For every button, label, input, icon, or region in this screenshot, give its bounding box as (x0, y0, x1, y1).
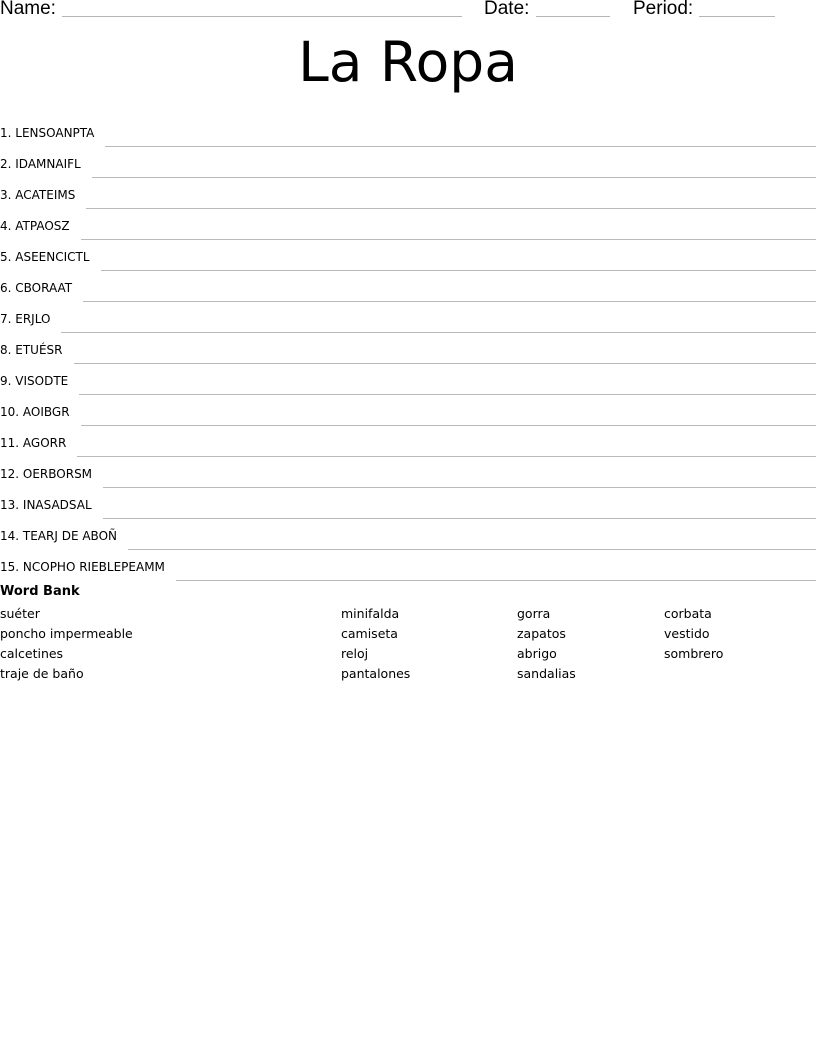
answer-line[interactable] (74, 363, 816, 364)
word-bank-title: Word Bank (0, 584, 80, 599)
answer-line[interactable] (105, 146, 816, 147)
question-label: 6. CBORAAT (0, 281, 73, 295)
question-label: 14. TEARJ DE ABOÑ (0, 529, 117, 543)
period-label: Period: (633, 0, 694, 19)
word-bank-item: sombrero (664, 646, 724, 661)
answer-line[interactable] (103, 518, 816, 519)
question-label: 11. AGORR (0, 436, 67, 450)
word-bank-item: suéter (0, 606, 40, 621)
word-bank-item: corbata (664, 606, 712, 621)
question-row (0, 326, 816, 357)
question-row (0, 388, 816, 419)
question-label: 13. INASADSAL (0, 498, 92, 512)
date-label: Date: (484, 0, 530, 19)
question-row (0, 140, 816, 171)
word-bank-column (664, 604, 723, 664)
answer-line[interactable] (103, 487, 816, 488)
word-bank-column (517, 604, 576, 684)
question-row (0, 512, 816, 543)
word-bank-item: camiseta (341, 626, 398, 641)
question-list (0, 109, 816, 574)
word-bank-column (0, 604, 133, 684)
answer-line[interactable] (83, 301, 816, 302)
word-bank-item: zapatos (517, 626, 566, 641)
word-bank-item: sandalias (517, 666, 576, 681)
question-label: 8. ETUÉSR (0, 343, 63, 357)
question-label: 5. ASEENCICTL (0, 250, 90, 264)
word-bank-item: reloj (341, 646, 369, 661)
answer-line[interactable] (86, 208, 816, 209)
question-row (0, 357, 816, 388)
question-label: 4. ATPAOSZ (0, 219, 70, 233)
answer-line[interactable] (176, 580, 816, 581)
name-label: Name: (0, 0, 56, 19)
answer-line[interactable] (81, 239, 816, 240)
answer-line[interactable] (77, 456, 816, 457)
answer-line[interactable] (128, 549, 816, 550)
question-row (0, 171, 816, 202)
question-row (0, 109, 816, 140)
question-row (0, 419, 816, 450)
word-bank-column (341, 604, 410, 684)
date-blank[interactable] (536, 16, 610, 17)
question-row (0, 295, 816, 326)
word-bank-item: abrigo (517, 646, 557, 661)
question-row (0, 264, 816, 295)
question-label: 1. LENSOANPTA (0, 126, 95, 140)
answer-line[interactable] (101, 270, 816, 271)
answer-line[interactable] (81, 425, 816, 426)
question-row (0, 481, 816, 512)
question-label: 9. VISODTE (0, 374, 69, 388)
word-bank-item: poncho impermeable (0, 626, 133, 641)
word-bank-item: traje de baño (0, 666, 84, 681)
answer-line[interactable] (92, 177, 816, 178)
word-bank-item: pantalones (341, 666, 411, 681)
question-row (0, 450, 816, 481)
word-bank-item: gorra (517, 606, 551, 621)
word-bank-item: minifalda (341, 606, 400, 621)
answer-line[interactable] (79, 394, 816, 395)
answer-line[interactable] (61, 332, 816, 333)
worksheet-header (0, 0, 816, 22)
question-label: 10. AOIBGR (0, 405, 70, 419)
question-label: 7. ERJLO (0, 312, 51, 326)
period-blank[interactable] (699, 16, 775, 17)
question-row (0, 202, 816, 233)
word-bank-item: vestido (664, 626, 710, 641)
word-bank-item: calcetines (0, 646, 64, 661)
question-row (0, 233, 816, 264)
question-label: 12. OERBORSM (0, 467, 93, 481)
question-label: 15. NCOPHO RIEBLEPEAMM (0, 560, 165, 574)
question-label: 3. ACATEIMS (0, 188, 76, 202)
question-label: 2. IDAMNAIFL (0, 157, 81, 171)
question-row (0, 543, 816, 574)
page-title: La Ropa (298, 30, 518, 94)
name-blank[interactable] (62, 16, 462, 17)
